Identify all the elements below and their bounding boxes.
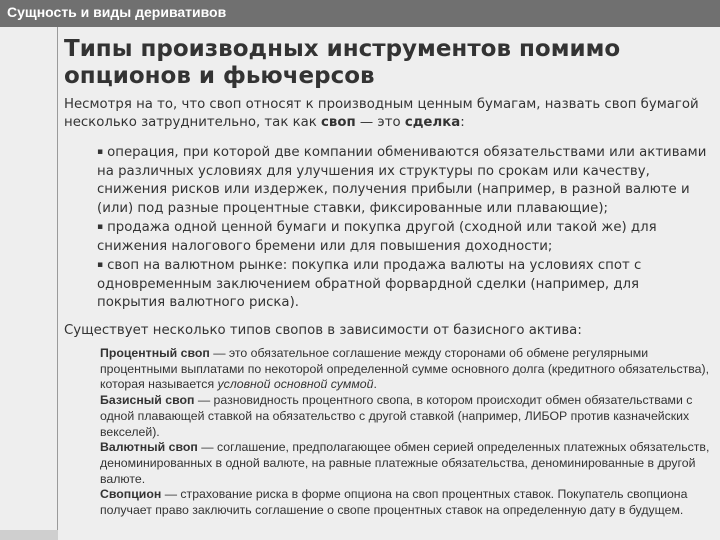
bullet-text: своп на валютном рынке: покупка или продажа валюты на условиях спот с одновременным заключением обратной форвардной сделки (например, для покрытия валютного риска). (97, 258, 642, 310)
bullet-marker: ▪ (97, 260, 104, 270)
intro-bold-swap: своп (321, 115, 356, 130)
swap-type-term: Валютный своп (100, 440, 198, 455)
swap-type-term: Процентный своп (100, 346, 210, 360)
swap-type-entry (100, 440, 710, 487)
bullet-marker: ▪ (97, 222, 104, 232)
bullet-item (97, 218, 707, 256)
swap-type-entry (100, 487, 710, 518)
bullet-text: операция, при которой две компании обмениваются обязательствами или активами на различных условиях для улучшения их структуры по срокам или качеству, снижения рисков или издержек, получения прибыли (например, в разной валюте и (или) под разные процентные ставки, фиксированные или плавающие); (97, 145, 707, 216)
swap-type-entry (100, 393, 710, 440)
swap-type-italic-term: условной основной суммой (217, 377, 374, 392)
bullet-list (97, 143, 707, 313)
swap-type-definition: — страхование риска в форме опциона на своп процентных ставок. Покупатель свопциона получает право заключить соглашение о свопе процентных ставок на определенную дату в будущем. (100, 487, 688, 518)
intro-paragraph (64, 96, 704, 132)
bullet-text: продажа одной ценной бумаги и покупка другой (сходной или такой же) для снижения налогового бремени или для повышения доходности; (97, 220, 657, 254)
intro-text: Несмотря на то, что своп относят к производным ценным бумагам, назвать своп бумагой несколько затруднительно, так как (64, 97, 699, 130)
intro-dash: — это (355, 115, 405, 130)
swap-type-term: Свопцион (100, 487, 162, 502)
swap-type-definition: — это обязательное соглашение между сторонами об обмене регулярными процентными выплатами по некоторой определенной сумме основного долга (кредитного обязательства), которая называется (100, 346, 710, 392)
left-divider-line (57, 27, 58, 540)
bullet-marker: ▪ (97, 147, 104, 157)
section-title: Сущность и виды деривативов (7, 4, 227, 20)
bullet-item (97, 143, 707, 218)
swap-type-tail: . (373, 377, 377, 392)
swap-type-entry (100, 346, 710, 393)
intro-colon: : (460, 115, 465, 130)
bullet-item (97, 256, 707, 313)
swap-type-definition: — соглашение, предполагающее обмен серией определенных платежных обязательств, деноминированных в одной валюте, на равные платежные обязательства, деноминированные в другой валюте. (100, 440, 710, 486)
swap-type-term: Базисный своп (100, 393, 195, 408)
section-header-bar (0, 0, 720, 27)
swap-types-list (100, 346, 710, 519)
slide-title: Типы производных инструментов помимо опционов и фьючерсов (64, 36, 621, 89)
swap-type-definition: — разновидность процентного свопа, в котором происходит обмен обязательствами с одной плавающей ставкой на обязательство с другой ставкой (например, ЛИБОР против казначейских векселей). (100, 393, 693, 439)
intro-bold-deal: сделка (404, 115, 461, 130)
swap-types-heading: Существует несколько типов свопов в зависимости от базисного актива: (64, 323, 582, 338)
decorative-strip (0, 530, 58, 540)
